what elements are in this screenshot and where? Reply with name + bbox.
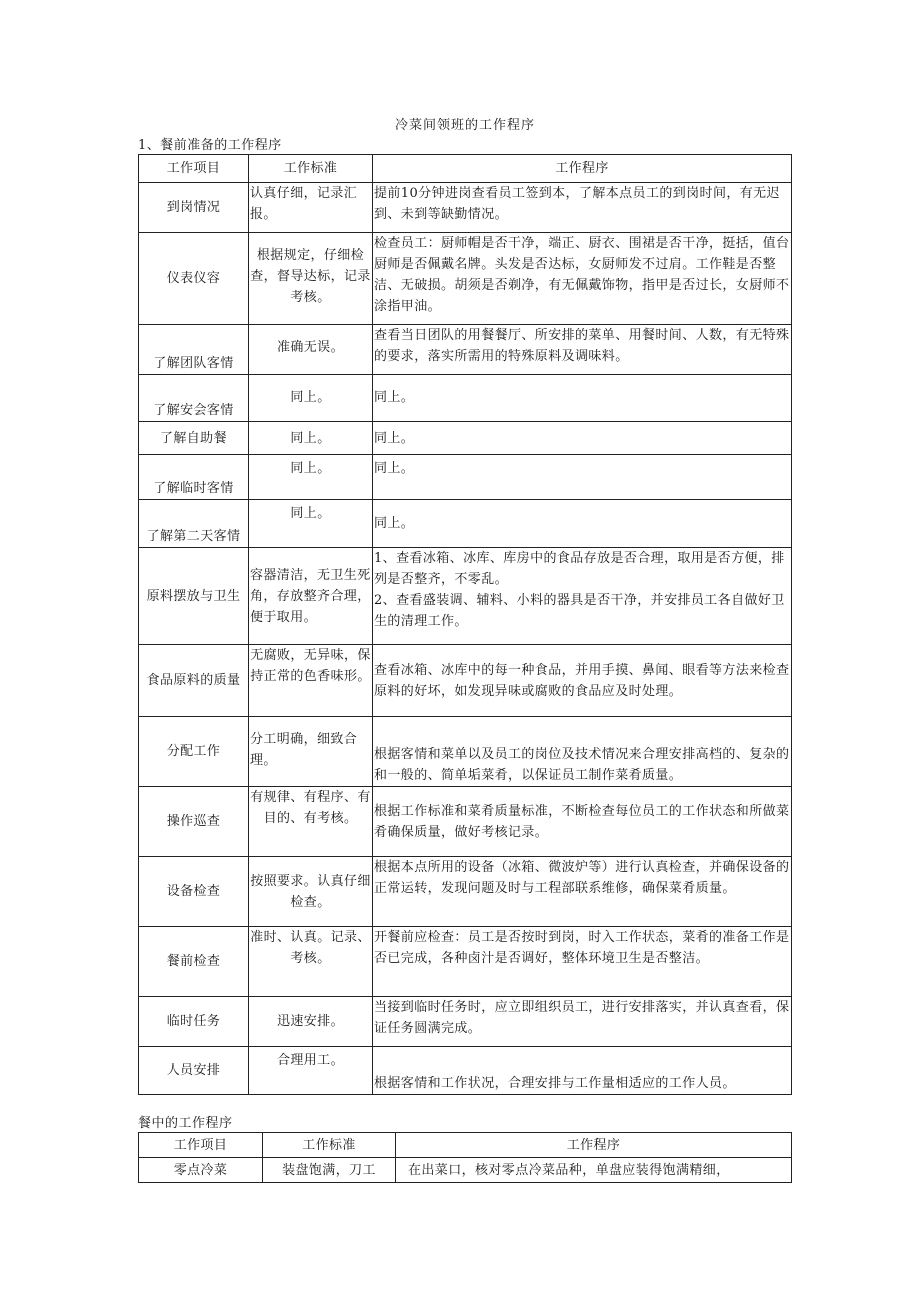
section-heading-pre-meal: 1、餐前准备的工作程序 — [138, 138, 282, 153]
header-item: 工作项目 — [139, 1133, 263, 1158]
row-item: 操作巡查 — [139, 787, 249, 857]
row-item: 了解临时客情 — [139, 455, 249, 500]
procedure-step-1: 1、查看冰箱、冰库、库房中的食品存放是否合理，取用是否方便，排列是否整齐，不零乱。 — [374, 551, 785, 587]
row-procedure: 同上。 — [373, 500, 792, 548]
row-item: 了解团队客情 — [139, 325, 249, 375]
procedure-step-2: 2、查看盛装调、辅料、小料的器具是否干净，并安排员工各自做好卫生的清理工作。 — [374, 593, 785, 629]
table-row — [139, 857, 792, 927]
table-row — [139, 325, 792, 375]
row-standard: 根据规定，仔细检查，督导达标，记录考核。 — [249, 233, 373, 325]
row-procedure: 提前10分钟进岗查看员工签到本，了解本点员工的到岗时间，有无迟到、未到等缺勤情况。 — [373, 183, 792, 233]
row-procedure: 查看当日团队的用餐餐厅、所安排的菜单、用餐时间、人数，有无特殊的要求，落实所需用的特殊原料及调味料。 — [373, 325, 792, 375]
row-procedure: 同上。 — [373, 422, 792, 455]
row-standard: 同上。 — [249, 375, 373, 422]
row-procedure: 检查员工：厨师帽是否干净，端正、厨衣、围裙是否干净，挺括，值台厨师是否佩戴名牌。头发是否达标，女厨师发不过肩。工作鞋是否整洁、无破损。胡须是否剃净，有无佩戴饰物，指甲是否过长，女厨师不涂指甲油。 — [373, 233, 792, 325]
table-row — [139, 233, 792, 325]
table-row — [139, 455, 792, 500]
header-item: 工作项目 — [139, 155, 249, 183]
row-item: 食品原料的质量 — [139, 645, 249, 717]
row-standard: 按照要求。认真仔细检查。 — [249, 857, 373, 927]
row-procedure: 开餐前应检查：员工是否按时到岗，时入工作状态，菜肴的准备工作是否已完成，各种卤汁是否调好，整体环境卫生是否整洁。 — [373, 927, 792, 997]
row-standard: 合理用工。 — [249, 1047, 373, 1095]
table-row — [139, 645, 792, 717]
row-item: 仪表仪容 — [139, 233, 249, 325]
section-heading-during-meal: 餐中的工作程序 — [138, 1116, 233, 1131]
pre-meal-procedure-table — [138, 154, 792, 1095]
row-standard: 同上。 — [249, 422, 373, 455]
table-row — [139, 422, 792, 455]
row-standard: 准确无误。 — [249, 325, 373, 375]
row-standard: 装盘饱满，刀工 — [263, 1158, 396, 1183]
row-standard: 认真仔细，记录汇报。 — [249, 183, 373, 233]
row-item: 设备检查 — [139, 857, 249, 927]
table-row — [139, 927, 792, 997]
row-procedure: 同上。 — [373, 375, 792, 422]
table-row — [139, 375, 792, 422]
row-procedure: 当接到临时任务时，应立即组织员工，进行安排落实，并认真查看，保证任务圆满完成。 — [373, 997, 792, 1047]
table-row — [139, 787, 792, 857]
row-standard: 容器清洁，无卫生死角，存放整齐合理，便于取用。 — [249, 548, 373, 645]
document-title: 冷菜间领班的工作程序 — [394, 118, 535, 133]
header-procedure: 工作程序 — [373, 155, 792, 183]
row-procedure: 根据工作标准和菜肴质量标准，不断检查每位员工的工作状态和所做菜肴确保质量，做好考核记录。 — [373, 787, 792, 857]
header-standard: 工作标准 — [263, 1133, 396, 1158]
row-item: 零点冷菜 — [139, 1158, 263, 1183]
row-item: 临时任务 — [139, 997, 249, 1047]
during-meal-procedure-table — [138, 1132, 792, 1183]
table-row — [139, 1047, 792, 1095]
row-procedure: 查看冰箱、冰库中的每一种食品，并用手摸、鼻闻、眼看等方法来检查原料的好坏，如发现异味或腐败的食品应及时处理。 — [373, 645, 792, 717]
row-procedure: 根据客情和菜单以及员工的岗位及技术情况来合理安排高档的、复杂的和一般的、简单垢菜肴，以保证员工制作菜肴质量。 — [373, 717, 792, 787]
header-standard: 工作标准 — [249, 155, 373, 183]
row-procedure: 在出菜口，核对零点冷菜品种，单盘应装得饱满精细， — [396, 1158, 792, 1183]
row-procedure: 同上。 — [373, 455, 792, 500]
table-row — [139, 997, 792, 1047]
row-standard: 无腐败，无异味，保持正常的色香味形。 — [249, 645, 373, 717]
table-header-row — [139, 1133, 792, 1158]
table-row — [139, 1158, 792, 1183]
row-procedure — [373, 548, 792, 645]
row-procedure: 根据客情和工作状况，合理安排与工作量相适应的工作人员。 — [373, 1047, 792, 1095]
row-standard: 同上。 — [249, 455, 373, 500]
row-item: 了解第二天客情 — [139, 500, 249, 548]
row-procedure: 根据本点所用的设备（冰箱、微波炉等）进行认真检查，并确保设备的正常运转，发现问题及时与工程部联系维修，确保菜肴质量。 — [373, 857, 792, 927]
header-procedure: 工作程序 — [396, 1133, 792, 1158]
row-item: 到岗情况 — [139, 183, 249, 233]
row-standard: 同上。 — [249, 500, 373, 548]
row-item: 分配工作 — [139, 717, 249, 787]
table-row — [139, 500, 792, 548]
row-item: 人员安排 — [139, 1047, 249, 1095]
table-row — [139, 548, 792, 645]
table-header-row — [139, 155, 792, 183]
row-item: 了解自助餐 — [139, 422, 249, 455]
row-standard: 有规律、有程序、有目的、有考核。 — [249, 787, 373, 857]
row-standard: 分工明确，细致合理。 — [249, 717, 373, 787]
row-item: 餐前检查 — [139, 927, 249, 997]
row-standard: 准时、认真。记录、考核。 — [249, 927, 373, 997]
table-row — [139, 717, 792, 787]
row-item: 了解安会客情 — [139, 375, 249, 422]
row-item: 原料摆放与卫生 — [139, 548, 249, 645]
row-standard: 迅速安排。 — [249, 997, 373, 1047]
table-row — [139, 183, 792, 233]
